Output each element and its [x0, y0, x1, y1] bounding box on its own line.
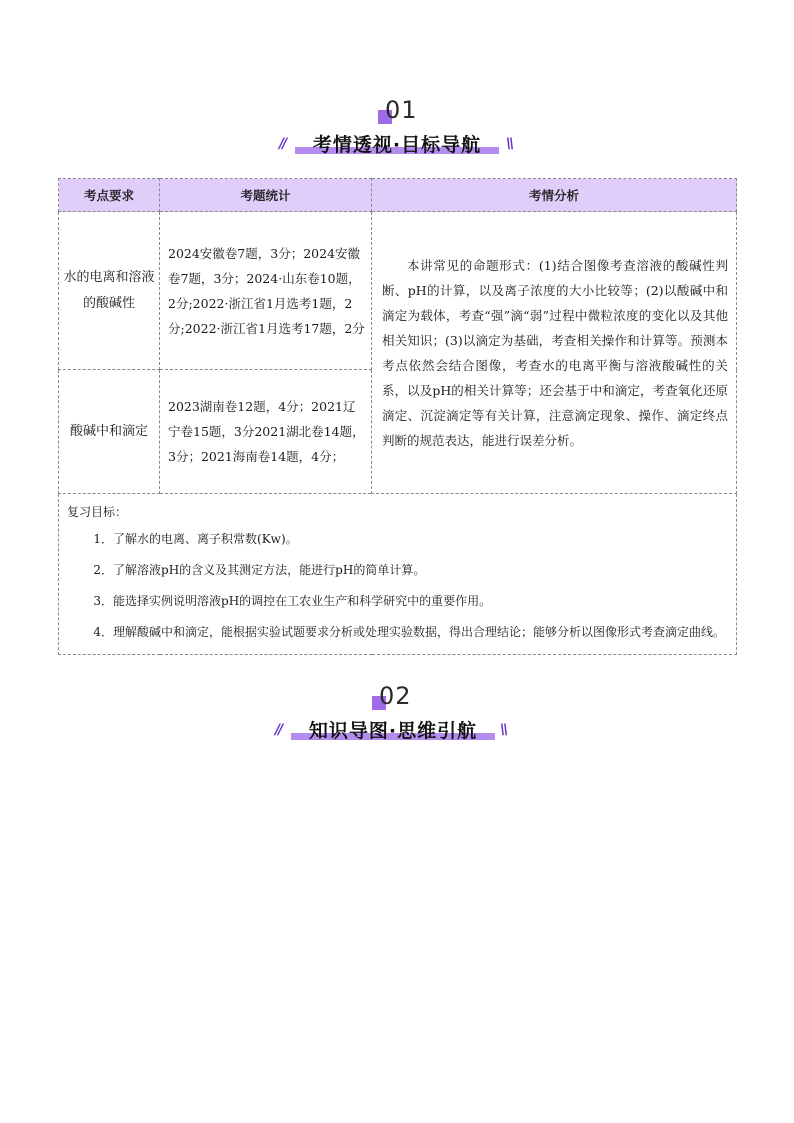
slash-left-icon: // — [275, 722, 282, 738]
goals-cell — [59, 494, 737, 655]
header-stats: 考题统计 — [160, 179, 372, 212]
header-analysis: 考情分析 — [372, 179, 737, 212]
header-topic: 考点要求 — [59, 179, 160, 212]
section-01-heading — [0, 96, 794, 158]
goal-item: 4．理解酸碱中和滴定，能根据实验试题要求分析或处理实验数据，得出合理结论；能够分析以图像形式考查滴定曲线。 — [93, 625, 726, 639]
section-title: 知识导图·思维引航 — [308, 720, 478, 742]
section-title-box — [291, 716, 495, 742]
stats-cell: 2024安徽卷7题，3分；2024安徽卷7题，3分；2024·山东卷10题，2分;2022·浙江省1月选考1题，2分;2022·浙江省1月选考17题，2分 — [160, 212, 372, 370]
goal-item: 2．了解溶液pH的含义及其测定方法，能进行pH的简单计算。 — [93, 563, 426, 577]
section-number-block — [0, 96, 794, 126]
section-number: 01 — [385, 96, 418, 124]
goal-item: 3．能选择实例说明溶液pH的调控在工农业生产和科学研究中的重要作用。 — [93, 594, 492, 608]
section-number: 02 — [379, 682, 412, 710]
topic-cell: 水的电离和溶液的酸碱性 — [59, 212, 160, 370]
goals-row — [59, 494, 737, 655]
section-02-heading — [0, 684, 794, 744]
goals-title: 复习目标： — [67, 505, 128, 519]
table-header-row — [59, 179, 737, 212]
goal-item: 1．了解水的电离、离子积常数(Kw)。 — [93, 532, 298, 546]
section-title: 考情透视·目标导航 — [312, 134, 482, 156]
topic-cell: 酸碱中和滴定 — [59, 370, 160, 494]
analysis-cell: 本讲常见的命题形式：(1)结合图像考查溶液的酸碱性判断、pH的计算，以及离子浓度的大小比较等；(2)以酸碱中和滴定为载体，考查“强”滴“弱”过程中微粒浓度的变化以及其他相关知识；(3)以滴定为基础，考查相关操作和计算等。预测本考点依然会结合图像，考查水的电离平衡与溶液酸碱性的关系，以及pH的相关计算等；还会基于中和滴定，考查氧化还原滴定、沉淀滴定等有关计算，注意滴定现象、操作、滴定终点判断的规范表达，能进行误差分析。 — [372, 212, 737, 494]
table-row — [59, 212, 737, 370]
slash-right-icon: \\ — [500, 722, 507, 738]
section-title-box — [295, 130, 499, 156]
section-number-block — [0, 684, 794, 714]
exam-analysis-table — [58, 178, 737, 655]
slash-right-icon: \\ — [506, 136, 513, 152]
slash-left-icon: // — [279, 136, 286, 152]
stats-cell: 2023湖南卷12题，4分；2021辽宁卷15题，3分2021湖北卷14题，3分；2021海南卷14题，4分； — [160, 370, 372, 494]
section-title-row — [0, 130, 794, 158]
section-title-row — [0, 716, 794, 744]
